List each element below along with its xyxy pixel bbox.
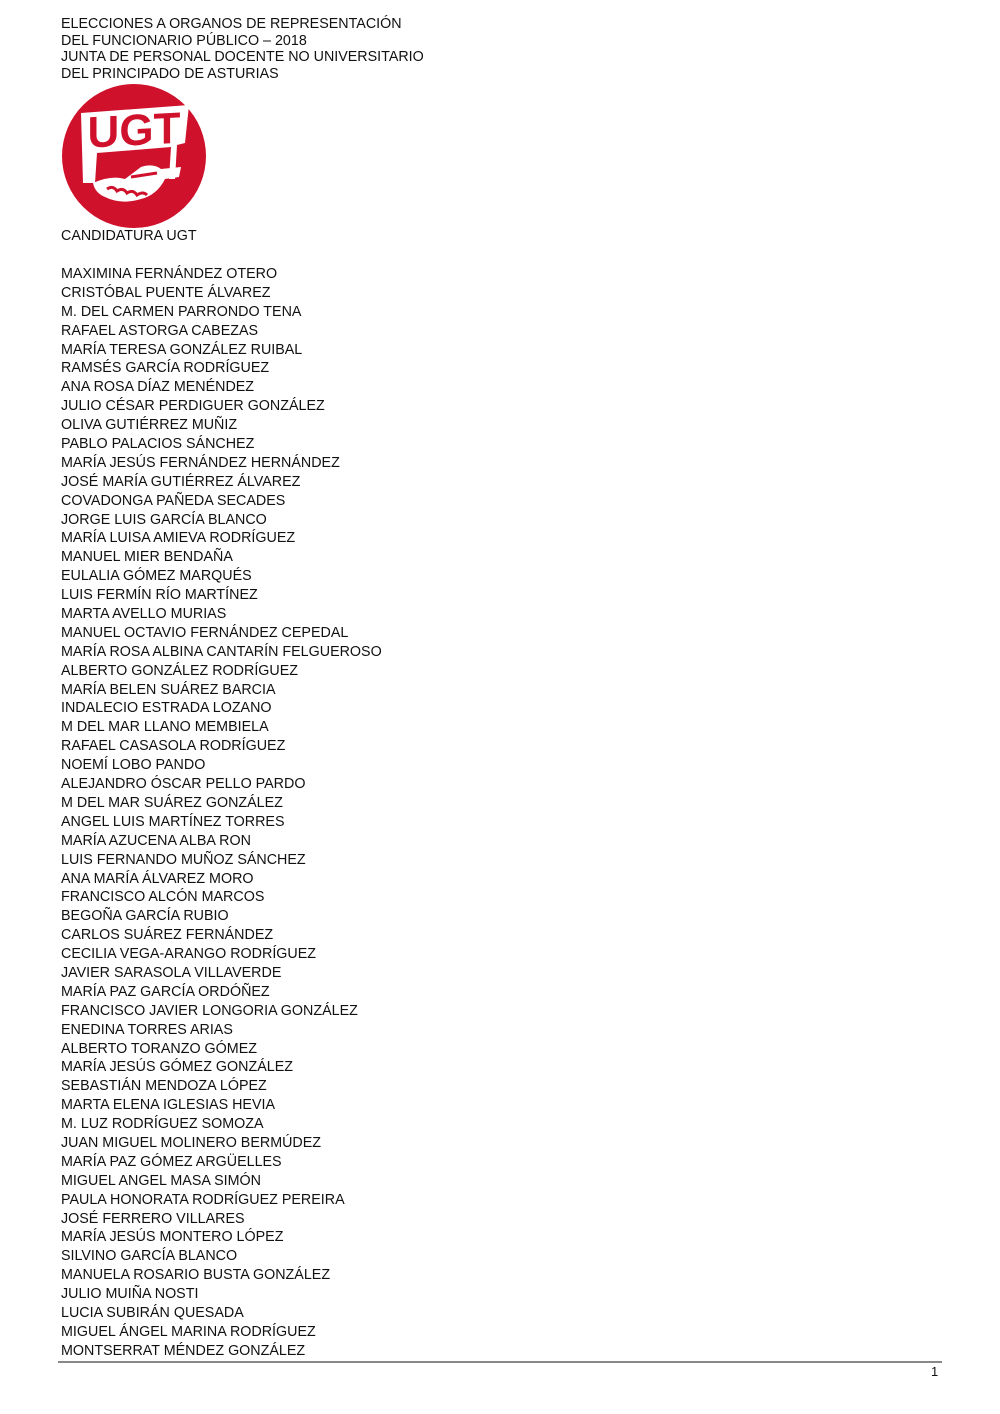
candidate-name: ALBERTO TORANZO GÓMEZ [61, 1040, 257, 1057]
candidate-name: M. DEL CARMEN PARRONDO TENA [61, 303, 302, 320]
candidate-name: MAXIMINA FERNÁNDEZ OTERO [61, 266, 278, 282]
candidate-name: ANA MARÍA ÁLVAREZ MORO [61, 870, 254, 887]
candidate-name: MIGUEL ANGEL MASA SIMÓN [61, 1172, 261, 1189]
candidate-name: COVADONGA PAÑEDA SECADES [61, 492, 286, 509]
candidate-name: MARTA AVELLO MURIAS [61, 606, 227, 623]
candidate-name: EULALIA GÓMEZ MARQUÉS [61, 568, 252, 585]
candidate-name: JOSÉ FERRERO VILLARES [61, 1210, 245, 1227]
candidate-name: RAMSÉS GARCÍA RODRÍGUEZ [61, 360, 270, 377]
candidate-name: RAFAEL CASASOLA RODRÍGUEZ [61, 738, 286, 755]
svg-text:UGT: UGT [87, 103, 181, 158]
candidate-name: SEBASTIÁN MENDOZA LÓPEZ [61, 1078, 267, 1095]
candidate-name: BEGOÑA GARCÍA RUBIO [61, 908, 229, 925]
candidate-name: MARÍA JESÚS GÓMEZ GONZÁLEZ [61, 1059, 293, 1076]
candidate-name: PAULA HONORATA RODRÍGUEZ PEREIRA [61, 1191, 345, 1208]
candidate-name: NOEMÍ LOBO PANDO [61, 757, 206, 774]
document-header [61, 16, 424, 82]
candidate-name: SILVINO GARCÍA BLANCO [61, 1248, 238, 1265]
candidate-name: OLIVA GUTIÉRREZ MUÑIZ [61, 417, 238, 434]
candidate-name: CARLOS SUÁREZ FERNÁNDEZ [61, 927, 274, 944]
candidate-name: MARÍA ROSA ALBINA CANTARÍN FELGUEROSO [61, 643, 382, 660]
candidate-name: JULIO MUIÑA NOSTI [61, 1286, 199, 1303]
candidate-name: INDALECIO ESTRADA LOZANO [61, 700, 272, 717]
candidate-name: LUIS FERNANDO MUÑOZ SÁNCHEZ [61, 851, 306, 868]
candidate-name: JULIO CÉSAR PERDIGUER GONZÁLEZ [61, 398, 325, 415]
header-line: DEL PRINCIPADO DE ASTURIAS [61, 65, 279, 82]
candidate-name: MONTSERRAT MÉNDEZ GONZÁLEZ [61, 1342, 306, 1359]
header-line: JUNTA DE PERSONAL DOCENTE NO UNIVERSITARIO [61, 49, 424, 65]
candidate-list [61, 265, 382, 1361]
candidate-name: RAFAEL ASTORGA CABEZAS [61, 322, 259, 339]
candidate-name: LUCIA SUBIRÁN QUESADA [61, 1304, 244, 1321]
candidate-name: MIGUEL ÁNGEL MARINA RODRÍGUEZ [61, 1323, 316, 1340]
candidate-name: MARÍA PAZ GÓMEZ ARGÜELLES [61, 1153, 282, 1170]
candidate-name: MARTA ELENA IGLESIAS HEVIA [61, 1097, 276, 1114]
candidate-name: M. LUZ RODRÍGUEZ SOMOZA [61, 1116, 264, 1133]
candidate-name: MARÍA JESÚS FERNÁNDEZ HERNÁNDEZ [61, 454, 340, 471]
candidate-name: M DEL MAR LLANO MEMBIELA [61, 719, 269, 736]
candidate-name: MARÍA AZUCENA ALBA RON [61, 832, 251, 849]
candidate-name: CECILIA VEGA-ARANGO RODRÍGUEZ [61, 946, 317, 963]
header-line: ELECCIONES A ORGANOS DE REPRESENTACIÓN [61, 16, 402, 32]
candidate-name: MARÍA LUISA AMIEVA RODRÍGUEZ [61, 530, 296, 547]
candidate-name: ANA ROSA DÍAZ MENÉNDEZ [61, 379, 255, 396]
candidate-name: MANUEL OCTAVIO FERNÁNDEZ CEPEDAL [61, 624, 349, 641]
candidate-name: ENEDINA TORRES ARIAS [61, 1021, 233, 1038]
page-number: 1 [931, 1364, 939, 1379]
candidate-name: MARÍA TERESA GONZÁLEZ RUIBAL [61, 341, 303, 358]
header-line: DEL FUNCIONARIO PÚBLICO – 2018 [61, 32, 307, 49]
candidate-name: MARÍA PAZ GARCÍA ORDÓÑEZ [61, 983, 270, 1000]
candidate-name: FRANCISCO ALCÓN MARCOS [61, 889, 265, 906]
candidate-name: JOSÉ MARÍA GUTIÉRREZ ÁLVAREZ [61, 473, 301, 490]
candidate-name: ANGEL LUIS MARTÍNEZ TORRES [61, 813, 285, 830]
candidate-name: ALEJANDRO ÓSCAR PELLO PARDO [61, 776, 306, 793]
candidate-name: PABLO PALACIOS SÁNCHEZ [61, 436, 255, 453]
ugt-logo [61, 83, 207, 229]
candidate-name: M DEL MAR SUÁREZ GONZÁLEZ [61, 794, 283, 811]
candidate-name: CRISTÓBAL PUENTE ÁLVAREZ [61, 284, 271, 301]
candidate-name: MANUEL MIER BENDAÑA [61, 549, 233, 566]
candidate-name: JORGE LUIS GARCÍA BLANCO [61, 511, 267, 528]
footer-divider [58, 1361, 942, 1363]
candidate-name: ALBERTO GONZÁLEZ RODRÍGUEZ [61, 662, 299, 679]
candidate-name: LUIS FERMÍN RÍO MARTÍNEZ [61, 587, 258, 604]
candidate-name: FRANCISCO JAVIER LONGORIA GONZÁLEZ [61, 1002, 358, 1019]
candidate-name: MARÍA JESÚS MONTERO LÓPEZ [61, 1229, 284, 1246]
candidate-name: MANUELA ROSARIO BUSTA GONZÁLEZ [61, 1267, 331, 1284]
candidate-name: MARÍA BELEN SUÁREZ BARCIA [61, 681, 276, 698]
candidatura-label: CANDIDATURA UGT [61, 228, 197, 244]
candidate-name: JUAN MIGUEL MOLINERO BERMÚDEZ [61, 1134, 322, 1151]
candidate-name: JAVIER SARASOLA VILLAVERDE [61, 964, 282, 981]
